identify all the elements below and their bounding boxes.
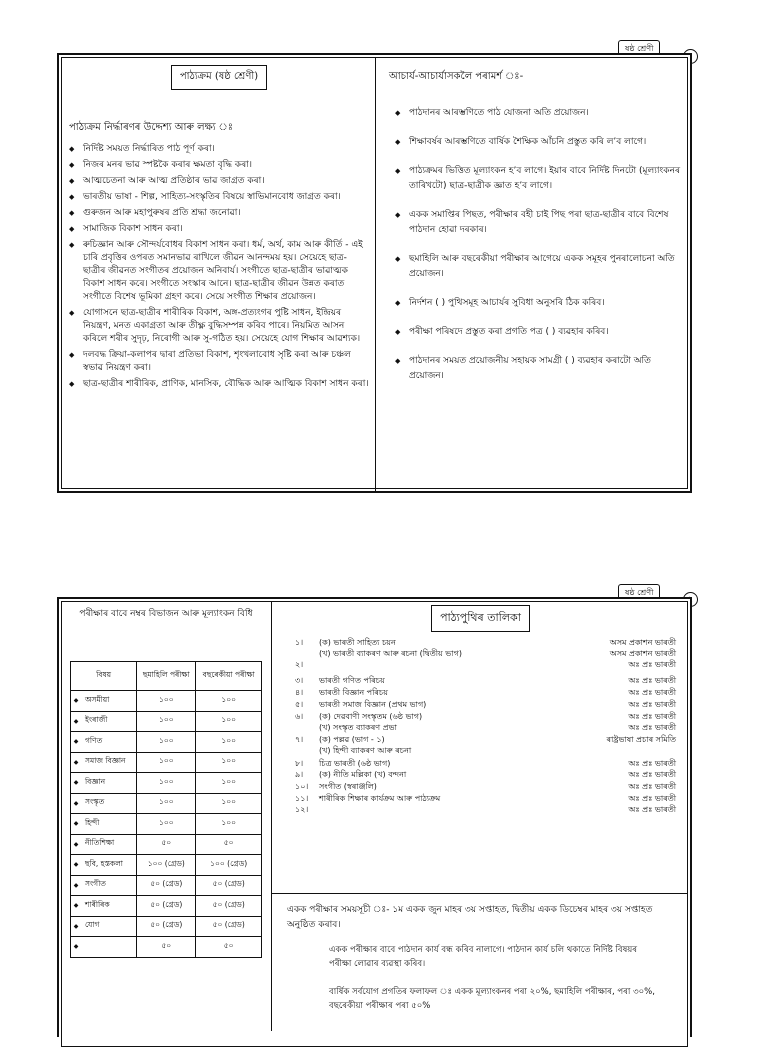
objective-item: ◆ যোগাসনে ছাত্ৰ-ছাত্ৰীৰ শাৰীৰিক বিকাশ, অঙ্গ-প্ৰত্যংগৰ পুষ্টি সাধন, ইন্দ্ৰিয়ৰ নিয়ন্ত্ৰণ, মনত একাগ্ৰতা আৰু তীক্ষ্ণ বুদ্ধিসম্পন্ন কৰিব পাৰে। নিয়মিত আসন কৰিলে শৰীৰ সুদৃঢ়, নিৰোগী আৰু সু-গঠিত হয়। সেয়েহে যোগ শিক্ষাৰ আৱশ্যক। xyxy=(69,307,369,346)
book-publisher: অসম প্ৰকাশন ভাৰতী xyxy=(609,649,676,658)
objective-item: ◆ নিৰ্দিষ্ট সময়ত নিৰ্দ্ধাৰিত পাঠ পূৰ্ণ কৰা। xyxy=(69,143,369,156)
annual-cell: ৫০ (গ্ৰেড) xyxy=(196,896,262,917)
annual-cell: ১০০ (গ্ৰেড) xyxy=(196,855,262,876)
bullet-icon: ◆ xyxy=(71,711,82,732)
table-row xyxy=(71,732,262,753)
table-row xyxy=(71,752,262,773)
subject-cell: সমাজ বিজ্ঞান xyxy=(81,752,137,773)
half-yearly-cell: ১০০ xyxy=(137,691,196,712)
bullet-icon: ◆ xyxy=(71,814,82,835)
objective-item: ◆ সামাজিক বিকাশ সাধন কৰা। xyxy=(69,223,369,236)
advice-item: ◆ পাঠদানৰ সময়ত প্ৰয়োজনীয় সহায়ক সামগ্ৰী ( ) ব্যৱহাৰ কৰাটো অতি প্ৰয়োজন। xyxy=(395,354,684,384)
book-publisher: অঃ প্ৰঃ ভাৰতী xyxy=(628,712,676,721)
header-subject: বিষয় xyxy=(71,662,137,691)
half-yearly-cell: ৫০ xyxy=(137,937,196,958)
advice-heading: আচাৰ্য-আচাৰ্যাসকলৈ পৰামৰ্শ ঃ- xyxy=(389,71,524,82)
books-title: পাঠ্যপুথিৰ তালিকা xyxy=(431,605,530,632)
annual-cell: ৫০ (গ্ৰেড) xyxy=(196,875,262,896)
advice-item: ◆ নিৰ্দশন ( ) পুথিসমূহ আচাৰ্যৰ সুবিধা অনুসৰি ঠিক কৰিব। xyxy=(395,296,684,311)
class-tab: ষষ্ঠ শ্ৰেণী xyxy=(618,584,660,600)
table-row xyxy=(71,711,262,732)
half-yearly-cell: ৫০ xyxy=(137,834,196,855)
annual-cell: ৫০ xyxy=(196,937,262,958)
result-text: বাৰ্ষিক সৰ্বযোগ প্ৰগতিৰ ফলাফল ঃ একক মূল্যাংকনৰ পৰা ২০%, ছমাহিলি পৰীক্ষাৰ, পৰা ৩০%, বছৰেকীয়া পৰীক্ষাৰ পৰা ৫০% xyxy=(329,987,655,1011)
book-title: ভাৰতী বিজ্ঞান পৰিচয় xyxy=(319,688,388,697)
subject-cell: অসমীয়া xyxy=(81,691,137,712)
syllabus-page xyxy=(57,53,692,493)
book-number: ১। xyxy=(295,638,304,647)
subject-cell: নীতিশিক্ষা xyxy=(81,834,137,855)
book-number: ১০। xyxy=(295,782,309,791)
objectives-list xyxy=(69,143,369,391)
annual-cell: ১০০ xyxy=(196,732,262,753)
book-title: ভাৰতী গণিত পৰিচয় xyxy=(319,676,385,685)
annual-cell: ১০০ xyxy=(196,711,262,732)
bullet-icon: ◆ xyxy=(71,855,82,876)
bullet-icon: ◆ xyxy=(71,773,82,794)
objective-item: ◆ ছাত্ৰ-ছাত্ৰীৰ শাৰীৰিক, প্ৰাণিক, মানসিক, বৌদ্ধিক আৰু আত্মিক বিকাশ সাধন কৰা। xyxy=(69,378,369,391)
half-yearly-cell: ৫০ (গ্ৰেড) xyxy=(137,896,196,917)
half-yearly-cell: ১০০ xyxy=(137,814,196,835)
subject-cell: গণিত xyxy=(81,732,137,753)
book-publisher: অঃ প্ৰঃ ভাৰতী xyxy=(628,770,676,779)
book-title: শাৰীৰিক শিক্ষাৰ কাৰ্যক্ৰম আৰু পাঠ্যক্ৰম xyxy=(319,794,441,803)
book-number: ২। xyxy=(295,660,304,669)
book-title: (ক) ভাৰতী সাহিত্য চয়ন xyxy=(319,638,396,647)
subject-cell: যোগ xyxy=(81,916,137,937)
book-publisher: অঃ প্ৰঃ ভাৰতী xyxy=(628,688,676,697)
bullet-icon: ◆ xyxy=(71,937,82,958)
bullet-icon: ◆ xyxy=(71,896,82,917)
advice-column xyxy=(389,69,684,398)
table-row xyxy=(71,793,262,814)
bullet-icon: ◆ xyxy=(71,875,82,896)
book-title: ভাৰতী সমাজ বিজ্ঞান (প্ৰথম ভাগ) xyxy=(319,700,427,709)
advice-item: ◆ ছমাহিলি আৰু বছৰেকীয়া পৰীক্ষাৰ আগেয়ে একক সমূহৰ পুনৰালোচনা অতি প্ৰয়োজন। xyxy=(395,252,684,282)
objective-item: ◆ ৰুচিজ্ঞান আৰু সৌন্দৰ্যবোধৰ বিকাশ সাধন কৰা। ধৰ্ম, অৰ্থ, কাম আৰু কীৰ্তি - এই চাৰি প্ৰবৃত্তিৰ ওপৰত সমানভাৱ ৰাখিলে জীৱন আনন্দময় হয়। সেয়েহে ছাত্ৰ-ছাত্ৰীৰ জীৱনত সংগীতৰ প্ৰয়োজন অনিবাৰ্য। সংগীতে ছাত্ৰ-ছাত্ৰীৰ ভাৱাত্মক বিকাশ সাধন কৰে। সংগীতে সংস্কাৰ আনে। ছাত্ৰ-ছাত্ৰীৰ জীৱন উন্নত কৰাত সংগীতে বিশেষ ভূমিকা গ্ৰহণ কৰে। সেয়ে সংগীত শিক্ষাৰ প্ৰয়োজন। xyxy=(69,239,369,304)
book-number: ৮। xyxy=(295,759,304,768)
book-publisher: অঃ প্ৰঃ ভাৰতী xyxy=(628,782,676,791)
book-publisher: অঃ প্ৰঃ ভাৰতী xyxy=(628,794,676,803)
objectives-column xyxy=(69,65,369,394)
subject-cell: সংস্কৃত xyxy=(81,793,137,814)
bullet-icon: ◆ xyxy=(71,916,82,937)
objective-item: ◆ ভাৰতীয় ভাষা - শিল্প, সাহিত্য-সংস্কৃতিৰ বিষয়ে স্বাভিমানবোধ জাগ্ৰত কৰা। xyxy=(69,191,369,204)
objective-item: ◆ আত্মচেতনা আৰু আত্ম প্ৰতিষ্ঠাৰ ভাৱ জাগ্ৰত কৰা। xyxy=(69,175,369,188)
half-yearly-cell: ৫০ (গ্ৰেড) xyxy=(137,916,196,937)
book-publisher: অঃ প্ৰঃ ভাৰতী xyxy=(628,700,676,709)
book-publisher: অঃ প্ৰঃ ভাৰতী xyxy=(628,723,676,732)
book-number: ৬। xyxy=(295,712,304,721)
annual-cell: ১০০ xyxy=(196,814,262,835)
subject-cell: ইংৰাজী xyxy=(81,711,137,732)
book-title: (খ) হিন্দী ব্যাকৰণ আৰু ৰচনা xyxy=(319,746,412,755)
table-row xyxy=(71,834,262,855)
half-yearly-cell: ১০০ xyxy=(137,752,196,773)
table-row xyxy=(71,937,262,958)
annual-cell: ১০০ xyxy=(196,793,262,814)
page-title: পাঠ্যক্ৰম (ষষ্ঠ শ্ৰেণী) xyxy=(171,65,267,90)
subject-cell: বিজ্ঞান xyxy=(81,773,137,794)
book-number: ৭। xyxy=(295,735,304,744)
annual-cell: ৫০ (গ্ৰেড) xyxy=(196,916,262,937)
objective-item: ◆ গুৰুজন আৰু মহাপুৰুষৰ প্ৰতি শ্ৰদ্ধা জনোৱা। xyxy=(69,207,369,220)
book-title: (খ) ভাৰতী ব্যাকৰণ আৰু ৰচনা (দ্বিতীয় ভাগ) xyxy=(319,649,462,658)
marks-table xyxy=(70,661,262,958)
half-yearly-cell: ১০০ (গ্ৰেড) xyxy=(137,855,196,876)
advice-item: ◆ পৰীক্ষা পৰিষদে প্ৰস্তুত কৰা প্ৰগতি পত্ৰ ( ) ব্যৱহাৰ কৰিব। xyxy=(395,325,684,340)
table-row xyxy=(71,691,262,712)
bullet-icon: ◆ xyxy=(71,834,82,855)
advice-item: ◆ পাঠদানৰ আৰম্ভণিতে পাঠ যোজনা অতি প্ৰয়োজন। xyxy=(395,106,684,121)
book-number: ৯। xyxy=(295,770,304,779)
advice-item: ◆ শিক্ষাবৰ্ষৰ আৰম্ভণিতে বাৰ্ষিক শৈক্ষিক আঁচনি প্ৰস্তুত কৰি ল’ব লাগে। xyxy=(395,135,684,150)
table-row xyxy=(71,855,262,876)
subject-cell xyxy=(81,937,137,958)
objective-item: ◆ নিজৰ মনৰ ভাৱ স্পষ্টকৈ কৰাৰ ক্ষমতা বৃদ্ধি কৰা। xyxy=(69,159,369,172)
book-publisher: অঃ প্ৰঃ ভাৰতী xyxy=(628,805,676,814)
bullet-icon: ◆ xyxy=(71,732,82,753)
table-row xyxy=(71,773,262,794)
bullet-icon: ◆ xyxy=(71,691,82,712)
book-number: ৩। xyxy=(295,676,304,685)
advice-item: ◆ একক সমাপ্তিৰ পিছত, পৰীক্ষাৰ বহী চাই পিছ পৰা ছাত্ৰ-ছাত্ৰীৰ বাবে বিশেষ পাঠদান হোৱা দৰকাৰ। xyxy=(395,208,684,238)
half-yearly-cell: ১০০ xyxy=(137,773,196,794)
book-publisher: অসম প্ৰকাশন ভাৰতী xyxy=(609,638,676,647)
annual-cell: ১০০ xyxy=(196,691,262,712)
book-publisher: ৰাষ্ট্ৰভাষা প্ৰচাৰ সমিতি xyxy=(606,735,676,744)
book-publisher: অঃ প্ৰঃ ভাৰতী xyxy=(628,676,676,685)
annual-cell: ১০০ xyxy=(196,752,262,773)
half-yearly-cell: ১০০ xyxy=(137,711,196,732)
subject-cell: হিন্দী xyxy=(81,814,137,835)
book-number: ৪। xyxy=(295,688,304,697)
marks-books-page xyxy=(57,597,692,1037)
half-yearly-cell: ১০০ xyxy=(137,793,196,814)
annual-cell: ১০০ xyxy=(196,773,262,794)
book-publisher: অঃ প্ৰঃ ভাৰতী xyxy=(628,759,676,768)
subject-cell: ছবি, হস্তকলা xyxy=(81,855,137,876)
class-tab: ষষ্ঠ শ্ৰেণী xyxy=(618,40,660,56)
book-publisher: অঃ প্ৰঃ ভাৰতী xyxy=(628,660,676,669)
half-yearly-cell: ১০০ xyxy=(137,732,196,753)
book-title: (ক) দেৱবাণী সংস্কৃতম (৬ষ্ঠ ভাগ) xyxy=(319,712,423,721)
marks-title: পৰীক্ষাৰ বাবে নম্বৰ বিভাজন আৰু মূল্যাংকন বিধি xyxy=(79,609,253,619)
bullet-icon: ◆ xyxy=(71,793,82,814)
book-title: সংগীত (স্বৰাঞ্জলি) xyxy=(319,782,377,791)
column-divider xyxy=(271,601,272,1031)
table-row xyxy=(71,875,262,896)
table-row xyxy=(71,896,262,917)
annual-cell: ৫০ xyxy=(196,834,262,855)
advice-list xyxy=(389,106,684,384)
section-divider xyxy=(271,893,688,894)
book-title: চিত্ৰ ভাৰতী (৬ষ্ঠ ভাগ) xyxy=(319,759,391,768)
books-section xyxy=(275,601,686,893)
book-title: (খ) সংস্কৃত ব্যাকৰণ প্ৰভা xyxy=(319,723,397,732)
bullet-icon: ◆ xyxy=(71,752,82,773)
header-half-yearly: ছমাহিলি পৰীক্ষা xyxy=(137,662,196,691)
half-yearly-cell: ৫০ (গ্ৰেড) xyxy=(137,875,196,896)
table-header-row xyxy=(71,662,262,691)
book-number: ১১। xyxy=(295,794,309,803)
book-number: ১২। xyxy=(295,805,309,814)
objective-item: ◆ দলবদ্ধ ক্ৰিয়া-কলাপৰ দ্বাৰা প্ৰতিভা বিকাশ, শৃংখলাবোধ সৃষ্টি কৰা আৰু চঞ্চল স্বভাৱ নিয়ন্ত্ৰণ কৰা। xyxy=(69,349,369,375)
subject-cell: সংগীত xyxy=(81,875,137,896)
table-row xyxy=(71,916,262,937)
objectives-heading: পাঠ্যক্ৰম নিৰ্দ্ধাৰণৰ উদ্দেশ্য আৰু লক্ষ্য ঃ xyxy=(69,122,234,133)
book-title: (ক) পল্লৱ (ভাগ - ১) xyxy=(319,735,385,744)
note-text: একক পৰীক্ষাৰ বাবে পাঠদান কাৰ্য বন্ধ কৰিব নালাগে। পাঠদান কাৰ্য চলি থকাতে নিৰ্দিষ্ট বিষয়ৰ পৰীক্ষা লোৱাৰ ব্যৱস্থা কৰিব। xyxy=(329,945,638,969)
book-number: ৫। xyxy=(295,700,304,709)
table-row xyxy=(71,814,262,835)
header-annual: বছৰেকীয়া পৰীক্ষা xyxy=(196,662,262,691)
advice-item: ◆ পাঠ্যক্ৰমৰ ভিত্তিত মূল্যাংকন হ’ব লাগে। ইয়াৰ বাবে নিৰ্দিষ্ট দিনটো (মূল্যাংকনৰ তাৰিখটো) ছাত্ৰ-ছাত্ৰীক জ্ঞাত হ’ব লাগে। xyxy=(395,164,684,194)
schedule-text: একক পৰীক্ষাৰ সময়সূচী ঃ- ১ম একক জুন মাহৰ ৩য় সপ্তাহত, দ্বিতীয় একক ডিচেম্বৰ মাহৰ ৩য় সপ্তাহত অনুষ্ঠিত কৰাব। xyxy=(287,905,653,930)
subject-cell: শাৰীৰিক xyxy=(81,896,137,917)
book-title: (ক) নীতি মল্লিকা (খ) বন্দনা xyxy=(319,770,407,779)
column-divider xyxy=(375,57,376,491)
